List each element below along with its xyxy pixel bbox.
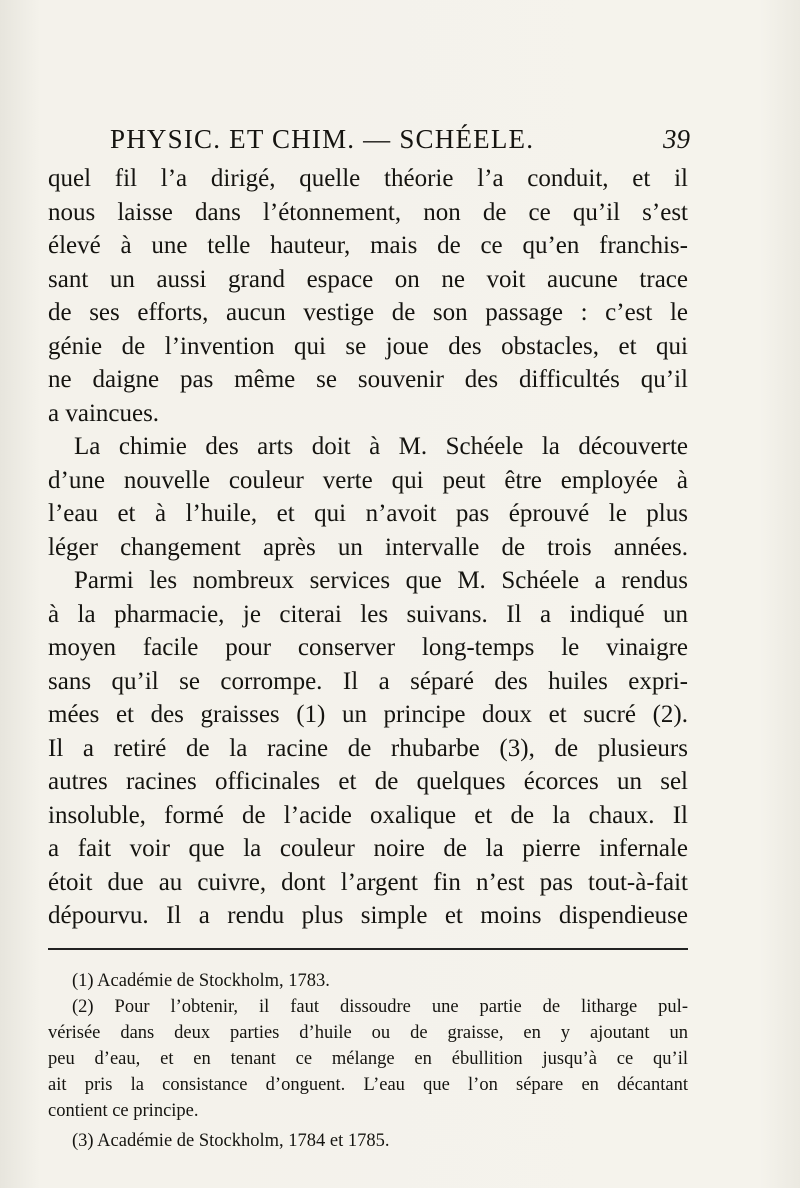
running-title: PHYSIC. ET CHIM. — SCHÉELE. [110, 124, 535, 154]
text-line: étoit due au cuivre, dont l’argent fin n’est pas tout-à-fait [48, 868, 688, 896]
text-line: mées et des graisses (1) un principe doux et sucré (2). [48, 701, 688, 728]
text-line: Parmi les nombreux services que M. Schéele a rendus [74, 567, 688, 594]
text-line: ne daigne pas même se souvenir des difficultés qu’il [48, 366, 688, 393]
text-line: Il a retiré de la racine de rhubarbe (3), de plusieurs [48, 734, 688, 762]
page-number: 39 [663, 124, 690, 154]
text-line: à la pharmacie, je citerai les suivans. Il a indiqué un [48, 600, 688, 628]
footnote-2-line: vérisée dans deux parties d’huile ou de graisse, en y ajoutant un [48, 1023, 688, 1043]
text-line: quel fil l’a dirigé, quelle théorie l’a conduit, et il [48, 165, 688, 192]
page-header [110, 124, 690, 164]
footnote-2-line: ait pris la consistance d’onguent. L’eau que l’on sépare en décantant [48, 1075, 688, 1095]
text-line: a fait voir que la couleur noire de la pierre infernale [48, 835, 688, 862]
text-line: l’eau et à l’huile, et qui n’avoit pas éprouvé le plus [48, 500, 688, 527]
footnote-1: (1) Académie de Stockholm, 1783. [72, 971, 330, 991]
text-line: sans qu’il se corrompe. Il a séparé des huiles expri- [48, 667, 688, 695]
footnote-2-line: contient ce principe. [48, 1101, 199, 1121]
body-text [48, 162, 688, 933]
text-line: d’une nouvelle couleur verte qui peut être employée à [48, 466, 688, 494]
text-line: léger changement après un intervalle de trois années. [48, 533, 688, 561]
footnote-divider [48, 948, 688, 950]
footnotes [48, 968, 688, 1154]
footnote-3: (3) Académie de Stockholm, 1784 et 1785. [72, 1131, 390, 1151]
text-line: sant un aussi grand espace on ne voit aucune trace [48, 265, 688, 293]
text-line: La chimie des arts doit à M. Schéele la découverte [74, 433, 688, 460]
text-line: moyen facile pour conserver long-temps le vinaigre [48, 634, 688, 661]
text-line: nous laisse dans l’étonnement, non de ce qu’il s’est [48, 198, 688, 226]
footnote-2-line: peu d’eau, et en tenant ce mélange en ébullition jusqu’à ce qu’il [48, 1049, 688, 1069]
footnote-2-line: (2) Pour l’obtenir, il faut dissoudre une partie de litharge pul- [72, 997, 688, 1017]
text-line: insoluble, formé de l’acide oxalique et de la chaux. Il [48, 801, 688, 829]
text-line: autres racines officinales et de quelques écorces un sel [48, 768, 688, 795]
text-line: de ses efforts, aucun vestige de son passage : c’est le [48, 299, 688, 326]
text-line: dépourvu. Il a rendu plus simple et moins dispendieuse [48, 902, 688, 929]
text-line: a vaincues. [48, 399, 160, 427]
text-line: élevé à une telle hauteur, mais de ce qu’en franchis- [48, 232, 688, 259]
text-line: génie de l’invention qui se joue des obstacles, et qui [48, 332, 688, 360]
